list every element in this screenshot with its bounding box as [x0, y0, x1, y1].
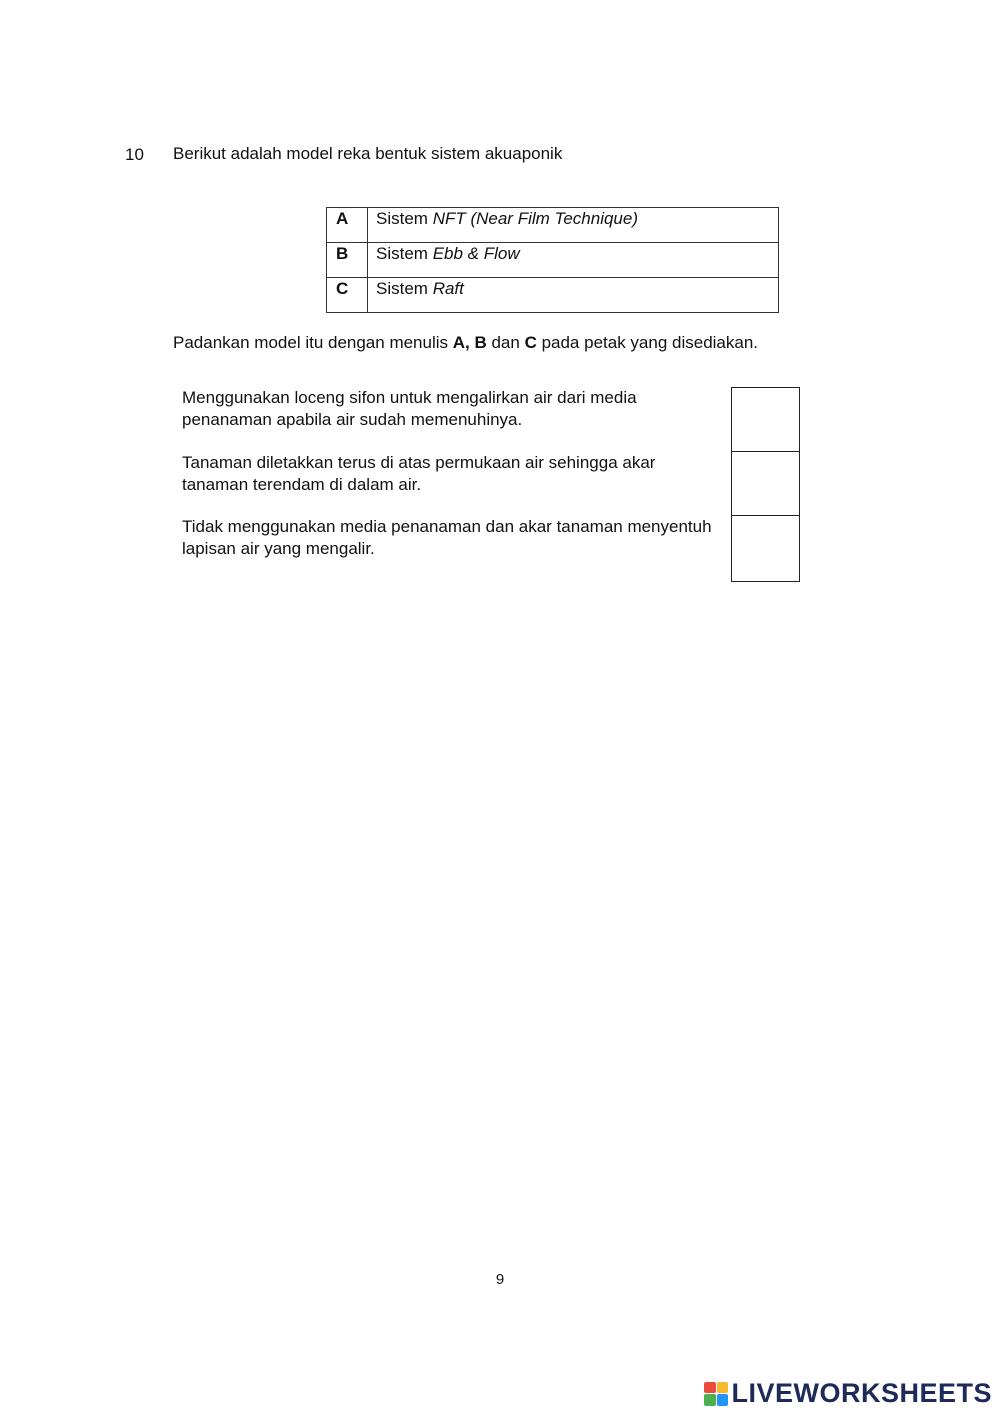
instruction	[173, 333, 758, 353]
option-name: Ebb & Flow	[432, 244, 520, 263]
liveworksheets-logo-icon	[704, 1382, 728, 1406]
option-description	[368, 278, 779, 313]
option-description	[368, 208, 779, 243]
options-table	[326, 207, 779, 313]
option-row	[327, 208, 779, 243]
answer-boxes	[731, 387, 800, 582]
option-name: Raft	[432, 279, 464, 298]
liveworksheets-watermark	[704, 1378, 992, 1409]
instruction-text: dan	[486, 333, 525, 352]
question-number: 10	[125, 145, 144, 164]
option-row	[327, 243, 779, 278]
option-letter: B	[327, 243, 368, 278]
page-number: 9	[495, 1271, 505, 1288]
option-description	[368, 243, 779, 278]
statement-1: Menggunakan loceng sifon untuk mengalirkan air dari media penanaman apabila air sudah memenuhinya.	[182, 388, 637, 429]
option-row	[327, 278, 779, 313]
option-name: NFT (Near Film Technique)	[432, 209, 638, 228]
answer-box-1[interactable]	[732, 388, 799, 452]
instruction-text: Padankan model itu dengan menulis	[173, 333, 453, 352]
answer-box-2[interactable]	[732, 452, 799, 516]
instruction-bold: A, B	[452, 333, 487, 352]
statement-3: Tidak menggunakan media penanaman dan akar tanaman menyentuh lapisan air yang mengalir.	[182, 517, 712, 558]
question-stem: Berikut adalah model reka bentuk sistem akuaponik	[173, 144, 563, 163]
option-prefix: Sistem	[376, 209, 433, 228]
option-letter: C	[327, 278, 368, 313]
instruction-bold: C	[524, 333, 537, 352]
option-prefix: Sistem	[376, 244, 433, 263]
answer-box-3[interactable]	[732, 516, 799, 581]
option-letter: A	[327, 208, 368, 243]
instruction-text: pada petak yang disediakan.	[536, 333, 759, 352]
option-prefix: Sistem	[376, 279, 433, 298]
statement-2: Tanaman diletakkan terus di atas permukaan air sehingga akar tanaman terendam di dalam air.	[182, 453, 656, 494]
watermark-text: LIVEWORKSHEETS	[731, 1378, 992, 1408]
